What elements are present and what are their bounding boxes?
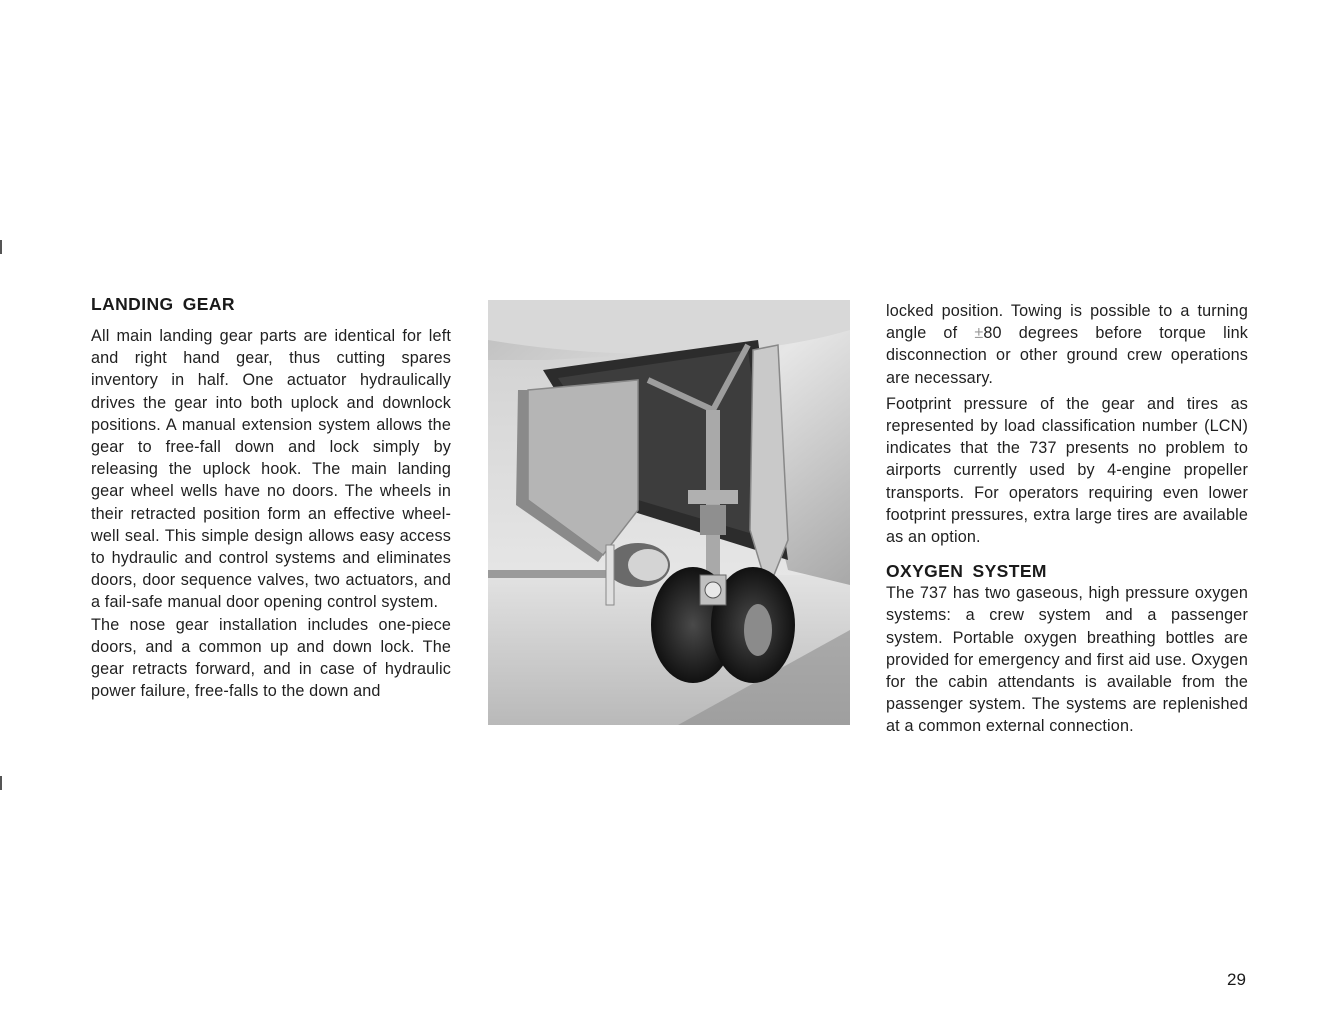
towing-text-start: locked position. Towing is possible to a turning angle of <box>886 302 1248 343</box>
oxygen-system-paragraph: The 737 has two gaseous, high pressure oxygen systems: a crew system and a passenger system. Portable oxygen breathing bottles are provided for emergency and first aid use. Oxygen for the cabin attendants is available from the passenger system. The systems are replenished at a common external connection. <box>886 584 1248 736</box>
left-column <box>91 294 451 702</box>
landing-gear-image <box>488 300 850 725</box>
landing-gear-paragraph-2: The nose gear installation includes one-piece doors, and a common up and down lock. The gear retracts forward, and in case of hydraulic power failure, free-falls to the down and <box>91 615 451 701</box>
nose-gear-towing-paragraph <box>886 300 1248 389</box>
plus-minus-symbol: ± <box>974 324 984 343</box>
page-edge-mark <box>0 240 2 254</box>
page-number: 29 <box>1227 970 1246 989</box>
page-edge-mark <box>0 776 2 790</box>
towing-text-end: 80 degrees before torque link disconnection or other ground crew operations are necessary. <box>886 324 1248 387</box>
landing-gear-heading: LANDING GEAR <box>91 294 235 314</box>
oxygen-system-heading: OXYGEN SYSTEM <box>886 561 1047 582</box>
footprint-paragraph: Footprint pressure of the gear and tires as represented by load classification number (LCN) indicates that the 737 presents no problem to airports currently used by 4-engine propeller transports. For operators requiring even lower footprint pressures, extra large tires are available as an option. <box>886 394 1248 547</box>
landing-gear-illustration <box>488 300 850 725</box>
landing-gear-paragraph-1: All main landing gear parts are identical for left and right hand gear, thus cutting spares inventory in half. One actuator hydraulically drives the gear into both uplock and downlock positions. A manual extension system allows the gear to free-fall down and lock simply by releasing the uplock hook. The main landing gear wheel wells have no doors. The wheels in their retracted position form an effective wheel-well seal. This simple design allows easy access to hydraulic and control systems and eliminates doors, door sequence valves, two actuators, and a fail-safe manual door opening control system. <box>91 327 451 612</box>
right-column <box>886 300 1248 738</box>
